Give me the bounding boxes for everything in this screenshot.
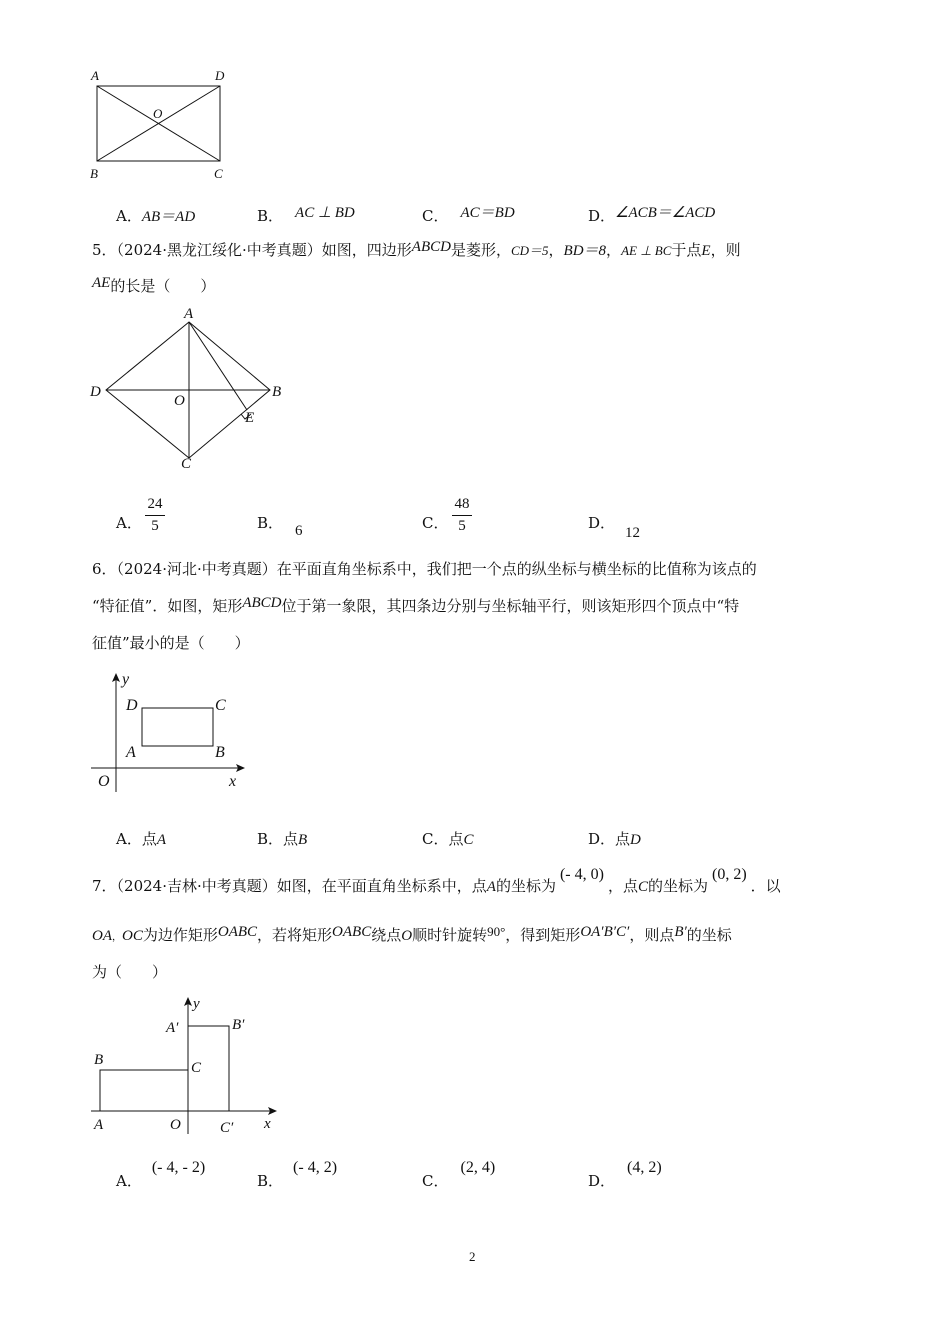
q7-text: ，若将矩形 (257, 926, 333, 944)
coordinate-a: (- 4, 0) (559, 866, 604, 883)
q5-option-d[interactable] (588, 512, 641, 541)
fraction-bar (145, 515, 165, 516)
option-text: ∠ACB＝∠ACD (615, 205, 716, 221)
math: E (701, 243, 711, 259)
q6-source: （2024·河北·中考真题） (116, 560, 277, 578)
option-math: C (463, 832, 474, 848)
option-text: AC ⊥ BD (295, 205, 355, 221)
math: ABCD (242, 595, 282, 611)
label-a-prime: A′ (166, 1020, 179, 1036)
q6-text: 位于第一象限，其四条边分别与坐标轴平行，则该矩形四个顶点中“特 (281, 597, 740, 615)
option-math: D (630, 832, 641, 848)
option-letter: B． (257, 514, 284, 532)
q7-text: 绕点 (371, 926, 402, 944)
segment-ae (189, 322, 247, 410)
label-o: O (98, 773, 110, 790)
q5-number: 5． (92, 241, 117, 259)
label-a: A (126, 744, 136, 761)
q5-text: ， (548, 241, 564, 259)
q6-number: 6． (92, 560, 117, 578)
option-letter: C． (422, 830, 449, 848)
label-a: A (184, 306, 194, 322)
coordinate-c: (0, 2) (712, 866, 747, 883)
figure-q5-rhombus (86, 306, 296, 476)
q7-line-2 (92, 925, 732, 948)
label-x: x (229, 773, 237, 790)
q7-text: 的坐标 (686, 926, 732, 944)
fraction-24-5 (145, 496, 165, 535)
label-d: D (126, 697, 138, 714)
option-letter: C． (422, 1172, 449, 1190)
denominator: 5 (151, 518, 159, 534)
q7-text: ， (112, 932, 122, 943)
q7-line-3 (92, 962, 167, 982)
math: C (637, 879, 648, 895)
label-d: D (215, 68, 225, 83)
option-letter: A． (116, 514, 142, 532)
q5-text: ， (606, 241, 622, 259)
option-text: (4, 2) (627, 1159, 662, 1176)
math: B′ (674, 924, 687, 940)
label-b: B (215, 744, 225, 761)
numerator: 48 (454, 496, 470, 512)
option-text: AB＝AD (141, 209, 196, 225)
q6-text: 在平面直角坐标系中，我们把一个点的纵坐标与横坐标的比值称为该点的 (276, 560, 757, 578)
label-e: E (245, 410, 255, 426)
q5-text: 于点 (671, 241, 702, 259)
figure-q7-rotation (86, 994, 286, 1136)
q4-option-c[interactable] (422, 205, 515, 226)
label-b: B (90, 166, 98, 181)
option-letter: D． (588, 830, 616, 848)
q7-text: ，得到矩形 (505, 926, 581, 944)
label-a: A (94, 1117, 104, 1133)
label-c: C (191, 1060, 202, 1076)
label-c-prime: C′ (220, 1120, 234, 1136)
option-letter: C． (422, 514, 449, 532)
q6-text: “特征值”．如图，矩形 (92, 597, 243, 615)
label-o: O (153, 106, 163, 121)
label-y: y (122, 671, 130, 688)
option-letter: B． (257, 1172, 284, 1190)
option-letter: A． (116, 207, 142, 225)
fraction-bar (452, 515, 472, 516)
q7-option-c[interactable] (422, 1159, 496, 1191)
q6-line-2 (92, 596, 739, 617)
rectangle-oabc (100, 1070, 188, 1111)
q4-option-a[interactable] (116, 205, 195, 226)
option-text: (2, 4) (460, 1159, 496, 1176)
q7-option-a[interactable] (116, 1159, 206, 1191)
q5-option-c[interactable] (422, 512, 448, 533)
math: O (401, 928, 413, 944)
option-letter: A． (116, 1172, 142, 1190)
q6-option-d[interactable] (588, 828, 641, 849)
option-text: 6 (295, 523, 303, 539)
figure-q6-coordinate-rect (86, 668, 256, 794)
label-b: B (272, 384, 282, 400)
q5-line-1 (92, 240, 741, 261)
q7-text: ．以 (750, 877, 781, 895)
q5-text: 的长是（ ） (110, 277, 216, 295)
q6-text: 征值”最小的是（ ） (92, 634, 250, 652)
q5-text: 如图，四边形 (321, 241, 412, 259)
label-a: A (91, 68, 99, 83)
option-text: (- 4, 2) (293, 1159, 338, 1176)
q6-line-1 (92, 559, 757, 579)
option-letter: B． (257, 830, 284, 848)
option-text: 点 (448, 830, 464, 848)
option-letter: D． (588, 514, 616, 532)
label-x: x (264, 1116, 271, 1132)
q6-option-b[interactable] (257, 828, 307, 849)
option-math: B (298, 832, 308, 848)
option-letter: C． (422, 207, 449, 225)
option-letter: D． (588, 207, 616, 225)
q7-text: 的坐标为 (495, 877, 556, 895)
q5-source: （2024·黑龙江绥化·中考真题） (116, 241, 322, 259)
angle-90: 90° (487, 924, 506, 939)
label-b-prime: B′ (232, 1017, 245, 1033)
option-text: 12 (625, 525, 641, 541)
q5-text: 是菱形， (450, 241, 511, 259)
q6-option-c[interactable] (422, 828, 474, 849)
math: CD＝5 (510, 243, 549, 258)
label-o: O (174, 393, 185, 409)
math: OC (122, 928, 143, 944)
math: ABCD (411, 239, 451, 255)
q7-text: ，点 (607, 877, 638, 895)
option-text: 点 (283, 830, 299, 848)
option-text: (- 4, - 2) (151, 1159, 206, 1176)
option-letter: D． (588, 1172, 616, 1190)
q5-text: ，则 (710, 241, 741, 259)
label-b: B (94, 1052, 104, 1068)
math: A (486, 879, 496, 895)
label-o: O (170, 1117, 181, 1133)
q7-option-b[interactable] (257, 1159, 338, 1191)
q7-text: 如图，在平面直角坐标系中，点 (276, 877, 487, 895)
option-text: 点 (615, 830, 631, 848)
page-number: 2 (469, 1249, 476, 1264)
q5-line-2 (92, 276, 215, 297)
option-letter: A． (116, 830, 142, 848)
q7-line-1 (92, 866, 781, 897)
q6-option-a[interactable] (116, 828, 166, 849)
math: OA (92, 928, 112, 944)
q7-text: 顺时针旋转 (412, 926, 488, 944)
math: OABC (332, 924, 372, 940)
q5-option-a[interactable] (116, 512, 142, 533)
option-math: A (156, 832, 167, 848)
q4-option-b[interactable] (257, 205, 355, 226)
q7-text: 为（ ） (92, 963, 168, 981)
figure-q4-rectangle (86, 66, 236, 184)
label-y: y (193, 996, 200, 1012)
q7-text: ，则点 (629, 926, 675, 944)
rectangle-abcd (142, 708, 213, 746)
math: AE (92, 275, 111, 291)
math: OABC (217, 924, 258, 940)
math: BD＝8 (563, 243, 607, 259)
q7-number: 7． (92, 877, 117, 895)
q7-text: 的坐标为 (647, 877, 708, 895)
math: AE ⊥ BC (621, 243, 672, 258)
q5-option-b[interactable] (257, 512, 303, 539)
numerator: 24 (147, 496, 163, 512)
label-d: D (90, 384, 101, 400)
math: OA′B′C′ (580, 924, 630, 940)
q7-source: （2024·吉林·中考真题） (116, 877, 277, 895)
label-c: C (181, 456, 192, 472)
q6-line-3 (92, 633, 250, 653)
q7-text: 为边作矩形 (142, 926, 218, 944)
denominator: 5 (458, 518, 466, 534)
q7-option-d[interactable] (588, 1159, 662, 1191)
fraction-48-5 (452, 496, 472, 535)
option-text: AC＝BD (460, 205, 515, 221)
option-letter: B． (257, 207, 284, 225)
label-c: C (215, 697, 226, 714)
option-text: 点 (141, 830, 157, 848)
label-c: C (214, 166, 223, 181)
q4-option-d[interactable] (588, 205, 715, 226)
